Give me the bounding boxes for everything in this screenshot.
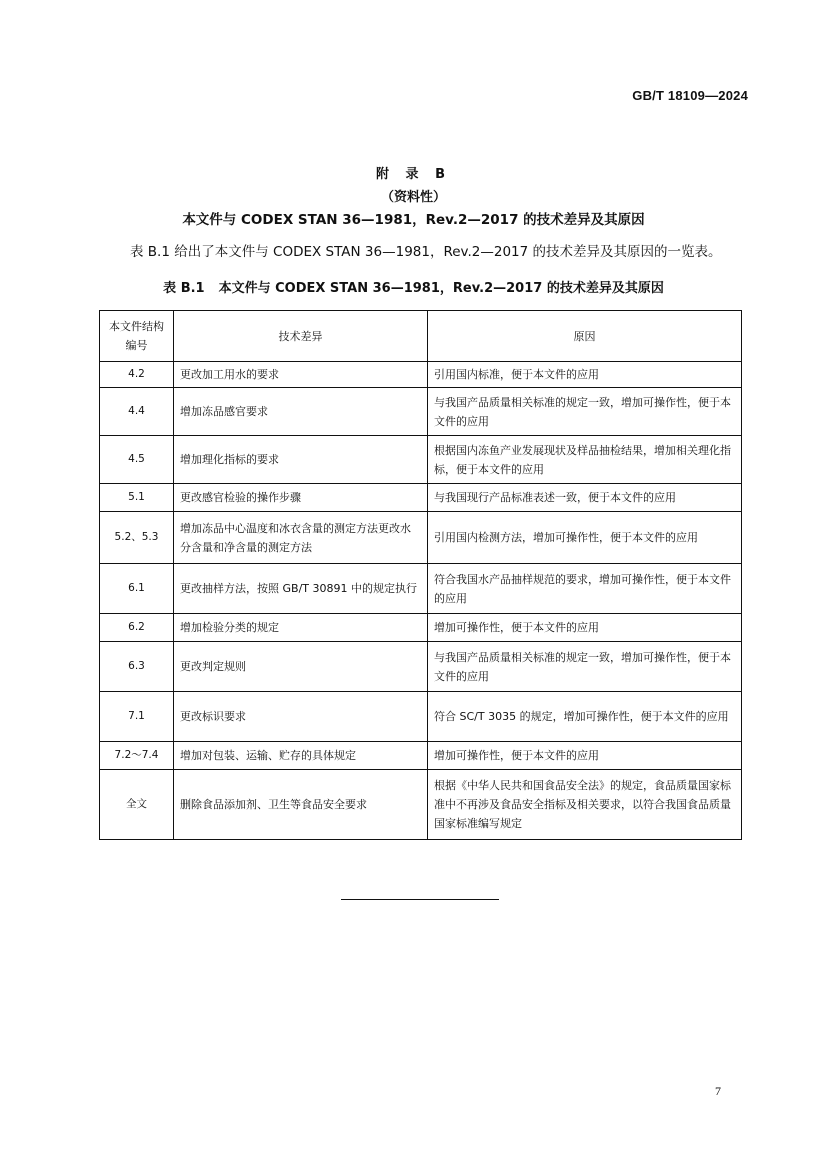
standard-code: GB/T 18109—2024	[632, 88, 748, 103]
cell-reason: 根据《中华人民共和国食品安全法》的规定，食品质量国家标准中不再涉及食品安全指标及相关要求，以符合我国食品质量国家标准编写规定	[428, 770, 742, 840]
cell-reason: 增加可操作性，便于本文件的应用	[428, 742, 742, 770]
cell-reason: 与我国产品质量相关标准的规定一致，增加可操作性，便于本文件的应用	[428, 642, 742, 692]
cell-reason: 增加可操作性，便于本文件的应用	[428, 614, 742, 642]
cell-difference: 增加对包装、运输、贮存的具体规定	[174, 742, 428, 770]
cell-difference: 增加理化指标的要求	[174, 436, 428, 484]
table-row	[100, 642, 742, 692]
table-row	[100, 512, 742, 564]
cell-reason: 与我国产品质量相关标准的规定一致，增加可操作性，便于本文件的应用	[428, 388, 742, 436]
end-separator-line	[341, 899, 499, 900]
cell-difference: 更改判定规则	[174, 642, 428, 692]
table-caption-number: 表 B.1	[163, 281, 205, 296]
cell-reason: 引用国内标准，便于本文件的应用	[428, 362, 742, 388]
table-caption	[0, 277, 827, 296]
cell-clause: 6.2	[100, 614, 174, 642]
cell-clause: 6.1	[100, 564, 174, 614]
table-row	[100, 362, 742, 388]
cell-reason: 符合 SC/T 3035 的规定，增加可操作性，便于本文件的应用	[428, 692, 742, 742]
intro-paragraph: 表 B.1 给出了本文件与 CODEX STAN 36—1981，Rev.2—2017 的技术差异及其原因的一览表。	[130, 244, 722, 260]
table-row	[100, 742, 742, 770]
cell-clause: 5.1	[100, 484, 174, 512]
cell-reason: 与我国现行产品标准表述一致，便于本文件的应用	[428, 484, 742, 512]
cell-clause: 4.5	[100, 436, 174, 484]
cell-reason: 根据国内冻鱼产业发展现状及样品抽检结果，增加相关理化指标，便于本文件的应用	[428, 436, 742, 484]
cell-clause: 4.4	[100, 388, 174, 436]
cell-difference: 更改标识要求	[174, 692, 428, 742]
header-clause: 本文件结构编号	[100, 311, 174, 362]
cell-reason: 引用国内检测方法，增加可操作性，便于本文件的应用	[428, 512, 742, 564]
annex-nature: （资料性）	[380, 190, 446, 205]
cell-difference: 更改加工用水的要求	[174, 362, 428, 388]
table-caption-title: 本文件与 CODEX STAN 36—1981，Rev.2—2017 的技术差异及其原因	[218, 281, 664, 296]
table-row	[100, 614, 742, 642]
page-number: 7	[715, 1084, 721, 1098]
cell-clause: 全文	[100, 770, 174, 840]
table-row	[100, 484, 742, 512]
cell-difference: 增加冻品感官要求	[174, 388, 428, 436]
cell-difference: 更改感官检验的操作步骤	[174, 484, 428, 512]
differences-table	[99, 310, 742, 840]
header-difference: 技术差异	[174, 311, 428, 362]
cell-difference: 删除食品添加剂、卫生等食品安全要求	[174, 770, 428, 840]
cell-clause: 7.2～7.4	[100, 742, 174, 770]
table-row	[100, 564, 742, 614]
cell-clause: 6.3	[100, 642, 174, 692]
cell-difference: 增加冻品中心温度和冰衣含量的测定方法更改水分含量和净含量的测定方法	[174, 512, 428, 564]
annex-title: 本文件与 CODEX STAN 36—1981，Rev.2—2017 的技术差异及其原因	[182, 212, 645, 228]
table-row	[100, 770, 742, 840]
cell-difference: 增加检验分类的规定	[174, 614, 428, 642]
cell-clause: 4.2	[100, 362, 174, 388]
table-row	[100, 692, 742, 742]
table-row	[100, 436, 742, 484]
annex-label: 附 录 B	[376, 167, 451, 182]
cell-clause: 7.1	[100, 692, 174, 742]
cell-clause: 5.2、5.3	[100, 512, 174, 564]
header-reason: 原因	[428, 311, 742, 362]
table-header-row	[100, 311, 742, 362]
table-row	[100, 388, 742, 436]
cell-difference: 更改抽样方法，按照 GB/T 30891 中的规定执行	[174, 564, 428, 614]
cell-reason: 符合我国水产品抽样规范的要求，增加可操作性，便于本文件的应用	[428, 564, 742, 614]
